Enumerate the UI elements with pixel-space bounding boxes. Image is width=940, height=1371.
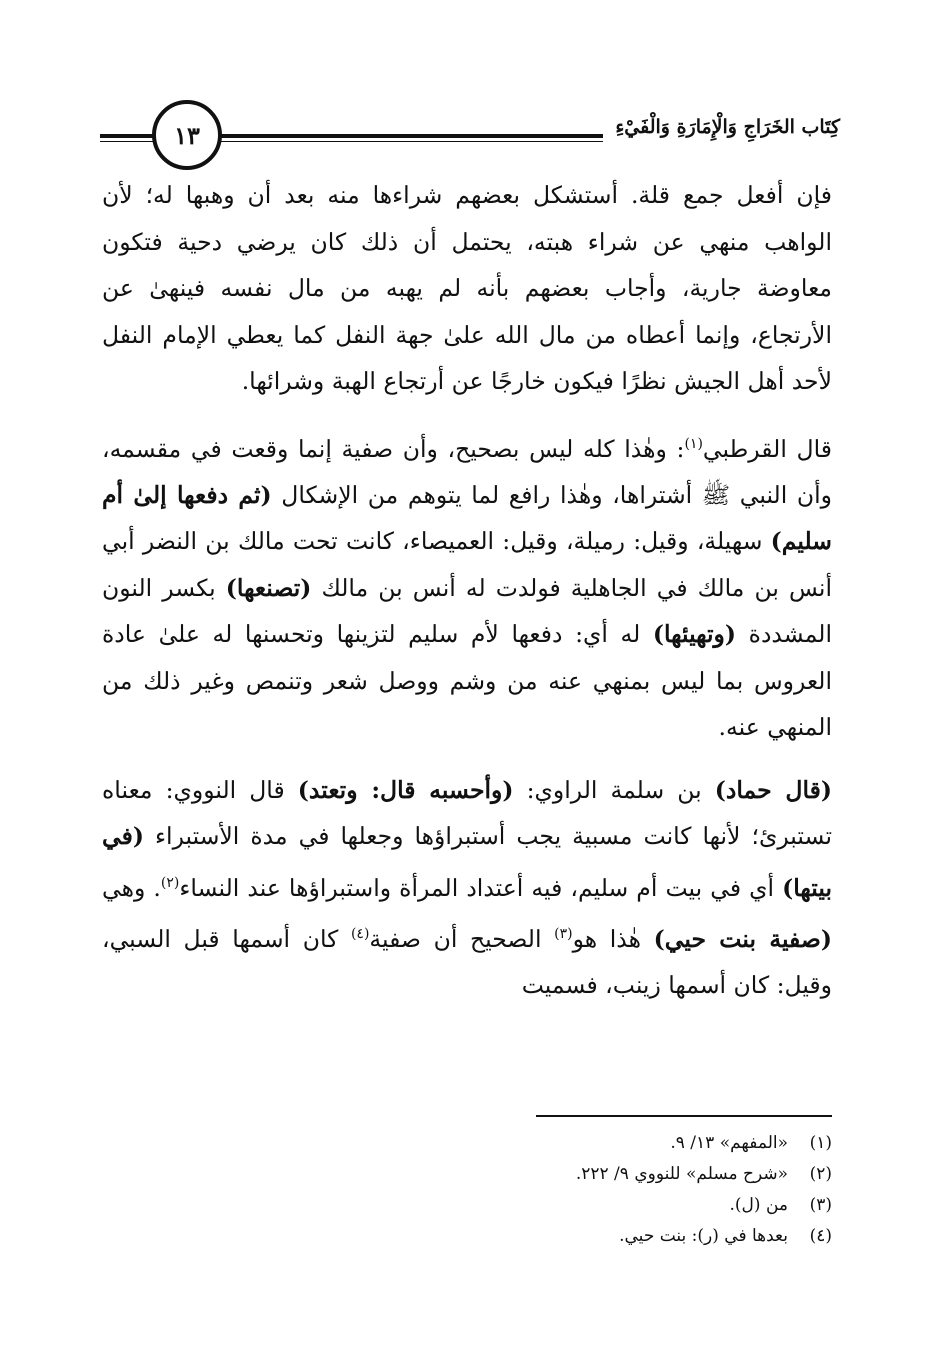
text-run: : وهٰذا كله ليس بصحيح، وأن صفية إنما وقعت في مقسمه، وأن النبي ﷺ أشتراها، وهٰذا رافع لما يتوهم من الإشكال [102,434,832,509]
text-run: الصحيح أن صفية [369,924,555,953]
footnote [232,1128,832,1159]
text-run: سهيلة، وقيل: رميلة، وقيل: العميصاء، كانت تحت مالك بن النضر أبي أنس بن مالك في الجاهلية فولدت له أنس بن مالك [102,527,832,602]
bold-text: (وتهيئها) [652,620,737,649]
text-run: هٰذا هو [572,924,654,953]
text-run: بكسر النون المشددة [102,573,832,649]
text-run: قال النووي: معناه تستبرئ؛ لأنها كانت مسبية يجب أستبراؤها وجعلها في مدة الأستبراء [102,775,832,851]
bold-text: (قال حماد) [714,775,832,804]
footnote-ref: (١) [684,435,703,452]
book-title: كِتَاب الخَرَاجِ وَالْإِمَارَةِ وَالْفَيْءِ [603,112,840,142]
paragraph [102,421,832,751]
footnote [232,1221,832,1252]
page-number: ١٣ [174,120,200,150]
bold-text: (ثم دفعها إلىٰ أم سليم) [102,480,832,556]
bold-text: (وأحسبه قال: وتعتد) [297,775,514,804]
footnote-ref: (٣) [554,926,573,943]
footnote [232,1159,832,1190]
bold-text: (تصنعها) [225,573,312,602]
text-run: له أي: دفعها لأم سليم لتزينها وتحسنها له علىٰ عادة العروس بما ليس بمنهي عنه من وشم ووصل شعر وتنمص وغير ذلك من المنهي عنه. [102,620,832,742]
footnote-text: من (ل). [729,1195,788,1215]
text-run: كان أسمها قبل السبي، وقيل: كان أسمها زينب، فسميت [102,924,832,1000]
footnote-separator [536,1115,832,1117]
footnotes [232,1128,832,1252]
page-number-badge [152,100,222,170]
text-run: قال القرطبي [702,434,832,463]
text-run: فإن أفعل جمع قلة. أستشكل بعضهم شراءها منه بعد أن وهبها له؛ لأن الواهب منهي عن شراء هبته، يحتمل أن ذلك كان يرضي دحية فتكون معاوضة جارية، وأجاب بعضهم بأنه لم يهبه من مال نفسه فينهىٰ عن الأرتجاع، وإنما أعطاه من مال الله علىٰ جهة النفل كما يعطي الإمام النفل لأحد أهل الجيش نظرًا فيكون خارجًا عن أرتجاع الهبة وشرائها. [102,181,832,395]
footnote-number: (١) [809,1133,832,1153]
footnote-number: (٢) [809,1164,832,1184]
footnote-text: بعدها في (ر): بنت حيي. [619,1226,788,1246]
footnote-text: «شرح مسلم» للنووي ٩/ ٢٢٢. [575,1164,788,1184]
footnote-text: «المفهم» ١٣/ ٩. [670,1133,788,1153]
bold-text: (صفية بنت حيي) [653,924,832,953]
footnote-ref: (٤) [350,926,370,943]
footnote-number: (٤) [809,1226,832,1246]
text-run: بن سلمة الراوي: [513,775,715,804]
footnote-ref: (٢) [160,874,180,891]
text-run: أي في بيت أم سليم، فيه أعتداد المرأة واستبراؤها عند النساء [179,873,783,902]
main-text [102,172,832,1025]
paragraph [102,767,832,1009]
text-run: . وهي [102,873,161,902]
bold-text: (في بيتها) [102,822,832,902]
footnote-number: (٣) [809,1195,832,1215]
footnote [232,1190,832,1221]
page-header [100,100,840,170]
paragraph [102,172,832,405]
